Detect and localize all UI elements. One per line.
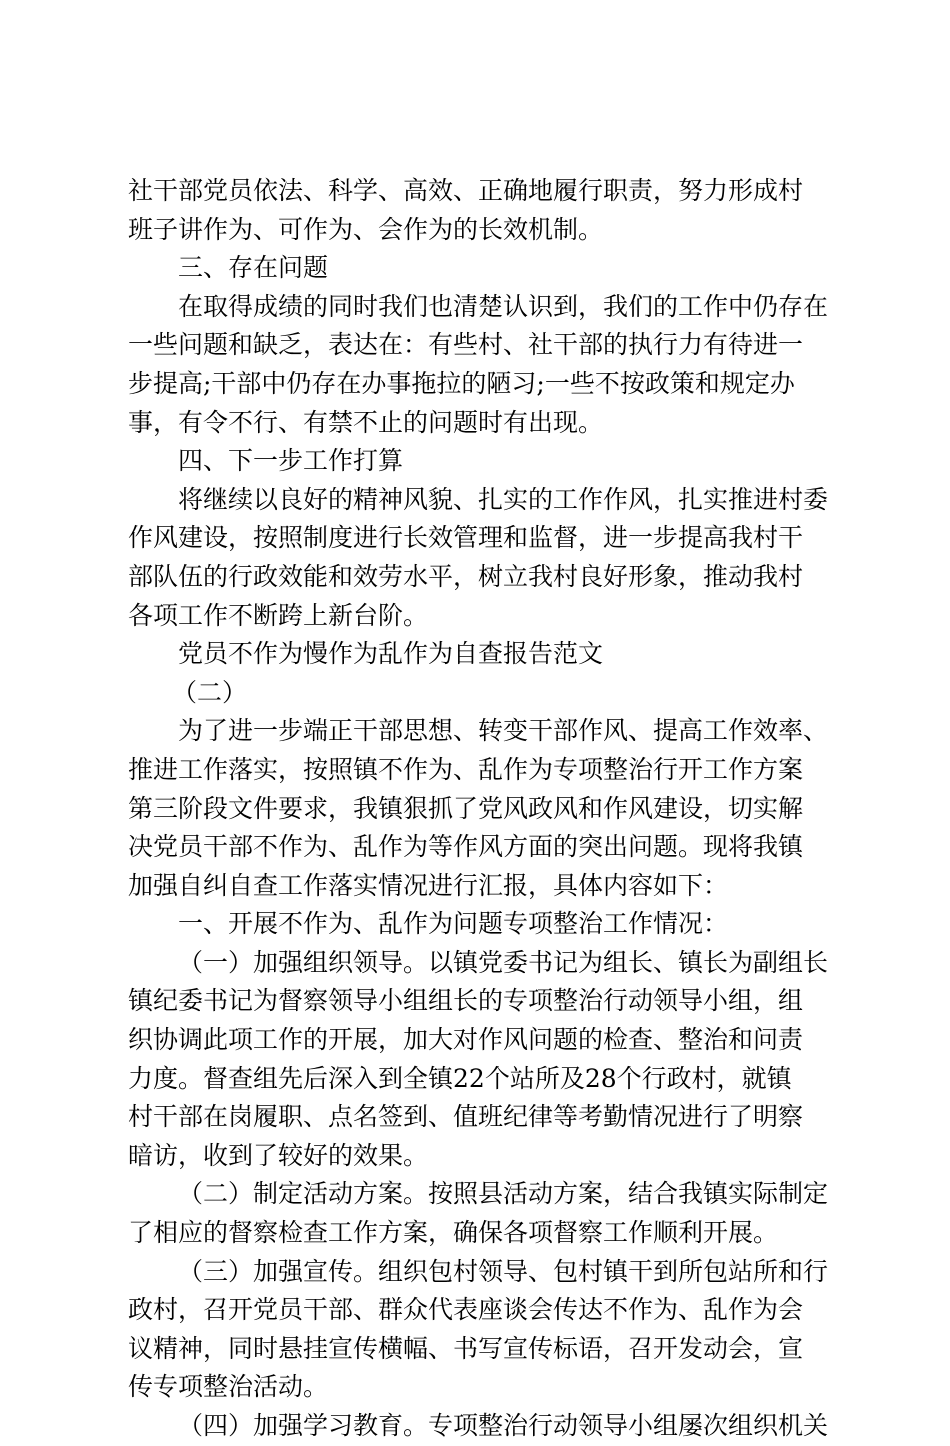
text-line: 织协调此项工作的开展，加大对作风问题的检查、整治和问责 <box>128 1025 804 1055</box>
text-line: 了相应的督察检查工作方案，确保各项督察工作顺利开展。 <box>128 1218 779 1248</box>
section-heading: 一、开展不作为、乱作为问题专项整治工作情况： <box>178 909 729 939</box>
text-line: 镇纪委书记为督察领导小组组长的专项整治行动领导小组，组 <box>128 986 804 1016</box>
text-line: 村干部在岗履职、点名签到、值班纪律等考勤情况进行了明察 <box>128 1102 804 1132</box>
text-line: 步提高;干部中仍存在办事拖拉的陋习;一些不按政策和规定办 <box>128 368 795 398</box>
text-line: （四）加强学习教育。专项整治行动领导小组屡次组织机关 <box>178 1411 829 1440</box>
text-line: 将继续以良好的精神风貌、扎实的工作作风，扎实推进村委 <box>178 484 829 514</box>
document-title: 党员不作为慢作为乱作为自查报告范文 <box>178 639 604 669</box>
text-line: （三）加强宣传。组织包村领导、包村镇干到所包站所和行 <box>178 1256 829 1286</box>
text-line: 议精神，同时悬挂宣传横幅、书写宣传标语，召开发动会，宣 <box>128 1333 804 1363</box>
text-line: 作风建设，按照制度进行长效管理和监督，进一步提高我村干 <box>128 523 804 553</box>
document-body <box>128 172 836 1446</box>
document-subtitle: （二） <box>172 677 248 707</box>
text-line: 政村，召开党员干部、群众代表座谈会传达不作为、乱作为会 <box>128 1295 804 1325</box>
text-line: 传专项整治活动。 <box>128 1372 329 1402</box>
text-line: 决党员干部不作为、乱作为等作风方面的突出问题。现将我镇 <box>128 832 804 862</box>
text-line: 班子讲作为、可作为、会作为的长效机制。 <box>128 214 604 244</box>
text-line: （一）加强组织领导。以镇党委书记为组长、镇长为副组长 <box>178 947 829 977</box>
text-line: 部队伍的行政效能和效劳水平，树立我村良好形象，推动我村 <box>128 561 804 591</box>
text-line: 事，有令不行、有禁不止的问题时有出现。 <box>128 407 604 437</box>
text-line: （二）制定活动方案。按照县活动方案，结合我镇实际制定 <box>178 1179 829 1209</box>
text-line: 社干部党员依法、科学、高效、正确地履行职责，努力形成村 <box>128 176 804 205</box>
section-heading: 四、下一步工作打算 <box>178 446 404 476</box>
text-line: 力度。督查组先后深入到全镇22个站所及28个行政村，就镇 <box>128 1063 792 1093</box>
text-line: 第三阶段文件要求，我镇狠抓了党风政风和作风建设，切实解 <box>128 793 804 823</box>
text-line: 在取得成绩的同时我们也清楚认识到，我们的工作中仍存在 <box>178 291 829 321</box>
text-line: 加强自纠自查工作落实情况进行汇报，具体内容如下： <box>128 870 729 900</box>
text-line: 暗访，收到了较好的效果。 <box>128 1140 429 1170</box>
text-line: 推进工作落实，按照镇不作为、乱作为专项整治行开工作方案 <box>128 754 804 784</box>
section-heading: 三、存在问题 <box>178 253 329 283</box>
text-line: 为了进一步端正干部思想、转变干部作风、提高工作效率、 <box>178 716 829 746</box>
text-line: 一些问题和缺乏，表达在：有些村、社干部的执行力有待进一 <box>128 330 804 360</box>
text-line: 各项工作不断跨上新台阶。 <box>128 600 429 630</box>
